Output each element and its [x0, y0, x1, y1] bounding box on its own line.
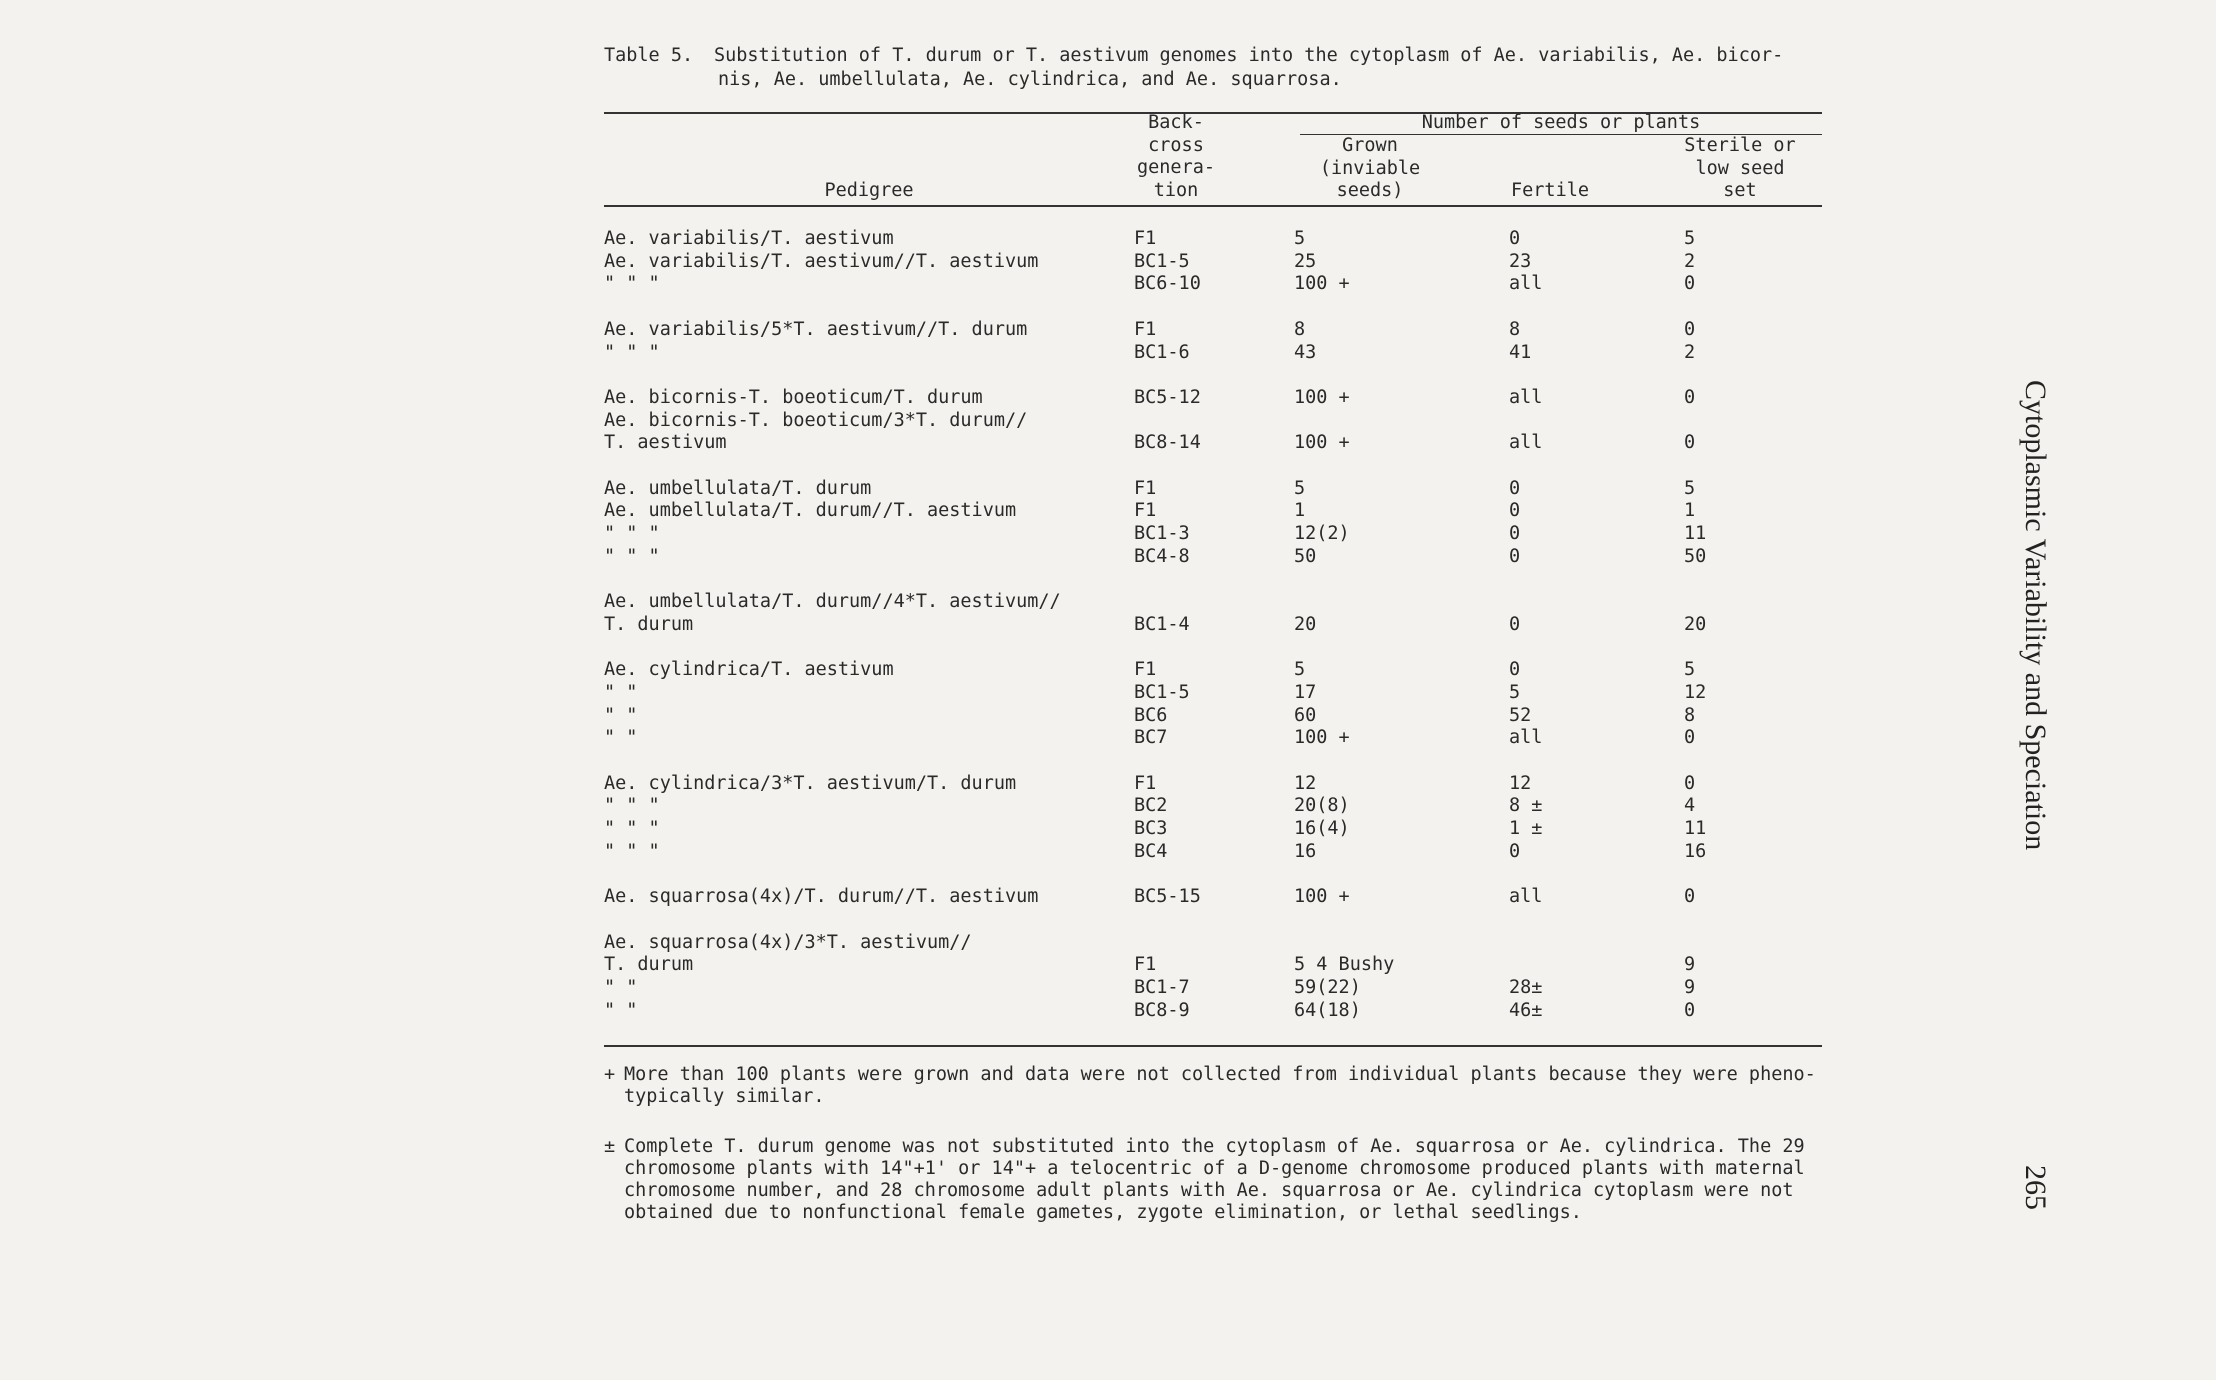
fertile-cell: 46±: [1509, 999, 1543, 1021]
pedigree-cell: Ae. variabilis/T. aestivum: [604, 228, 894, 249]
header-fertile: Fertile: [1511, 180, 1589, 201]
table-row: [604, 591, 1824, 614]
grown-cell: 43: [1294, 341, 1317, 363]
grown-cell: 100 +: [1294, 386, 1350, 408]
fertile-cell: 0: [1509, 840, 1521, 862]
pedigree-cell: [604, 864, 1134, 887]
table-row: [604, 886, 1824, 909]
header-backcross: Back- cross genera- tion: [1137, 112, 1215, 201]
sterile-cell: 5: [1684, 659, 1696, 681]
backcross-cell: F1: [1134, 954, 1157, 976]
table-row: [604, 705, 1824, 728]
sterile-cell: [1684, 455, 1824, 478]
pedigree-cell: [604, 909, 1134, 932]
footnote-text: More than 100 plants were grown and data were not collected from individual plants because they were pheno- typically similar.: [624, 1064, 1816, 1107]
sterile-cell: [1684, 296, 1824, 319]
backcross-cell: [1134, 296, 1294, 319]
sterile-cell: 8: [1684, 704, 1696, 726]
grown-cell: 50: [1294, 545, 1317, 567]
table-row: [604, 727, 1824, 750]
grown-cell: 5: [1294, 477, 1306, 499]
grown-cell: 20(8): [1294, 795, 1350, 817]
grown-cell: 12: [1294, 772, 1317, 794]
pedigree-cell: [604, 296, 1134, 319]
pedigree-cell: " " ": [604, 273, 660, 295]
table-row: [604, 750, 1824, 773]
footnote-plus: [604, 1064, 1834, 1108]
footnote-mark: +: [604, 1064, 616, 1085]
table-row: [604, 342, 1824, 365]
grown-cell: 16(4): [1294, 818, 1350, 840]
fertile-cell: 23: [1509, 250, 1532, 272]
fertile-cell: [1509, 455, 1684, 478]
pedigree-cell: Ae. umbellulata/T. durum: [604, 477, 872, 499]
footnote-plusminus: [604, 1136, 1834, 1224]
grown-cell: 25: [1294, 250, 1317, 272]
table-row: [604, 319, 1824, 342]
grown-cell: [1294, 637, 1509, 660]
sterile-cell: 0: [1684, 386, 1696, 408]
pedigree-cell: T. durum: [604, 613, 694, 635]
grown-cell: 100 +: [1294, 273, 1350, 295]
pedigree-cell: Ae. squarrosa(4x)/3*T. aestivum//: [604, 931, 972, 953]
fertile-cell: [1509, 569, 1684, 592]
grown-cell: 1: [1294, 500, 1306, 522]
grown-cell: 5: [1294, 659, 1306, 681]
table-row: [604, 682, 1824, 705]
table-row: [604, 455, 1824, 478]
grown-cell: 60: [1294, 704, 1317, 726]
pedigree-cell: " " ": [604, 545, 660, 567]
sterile-cell: 11: [1684, 818, 1707, 840]
table-row: [604, 818, 1824, 841]
fertile-cell: 0: [1509, 659, 1521, 681]
grown-cell: [1294, 364, 1509, 387]
fertile-cell: [1509, 864, 1684, 887]
grown-cell: [1294, 569, 1509, 592]
grown-cell: [1294, 591, 1509, 614]
fertile-cell: [1509, 750, 1684, 773]
footnote-mark: ±: [604, 1136, 616, 1157]
footnote-text: Complete T. durum genome was not substituted into the cytoplasm of Ae. squarrosa or Ae. cylindrica. The 29 chromosome plants with 14"+1' or 14"+ a telocentric of a D-genome chromosome produced plants with maternal chromosome number, and 28 chromosome adult plants with Ae. squarrosa or Ae. cylindrica cytoplasm were not obtained due to nonfunctional female gametes, zygote elimination, or lethal seedlings.: [624, 1136, 1805, 1223]
fertile-cell: 0: [1509, 523, 1521, 545]
fertile-cell: [1509, 591, 1684, 614]
header-sterile: Sterile or low seed set: [1684, 135, 1796, 201]
pedigree-cell: Ae. bicornis-T. boeoticum/T. durum: [604, 386, 983, 408]
fertile-cell: [1509, 909, 1684, 932]
backcross-cell: F1: [1134, 318, 1157, 340]
pedigree-cell: " ": [604, 977, 638, 999]
pedigree-cell: " ": [604, 999, 638, 1021]
table-row: [604, 977, 1824, 1000]
pedigree-cell: [604, 750, 1134, 773]
pedigree-cell: [604, 569, 1134, 592]
fertile-cell: 0: [1509, 613, 1521, 635]
pedigree-cell: " " ": [604, 795, 660, 817]
pedigree-cell: [604, 637, 1134, 660]
fertile-cell: [1509, 296, 1684, 319]
backcross-cell: BC8-14: [1134, 432, 1201, 454]
fertile-cell: all: [1509, 386, 1543, 408]
grown-cell: [1294, 410, 1509, 433]
fertile-cell: 52: [1509, 704, 1532, 726]
fertile-cell: [1509, 932, 1684, 955]
table-row: [604, 523, 1824, 546]
fertile-cell: 12: [1509, 772, 1532, 794]
pedigree-cell: Ae. variabilis/T. aestivum//T. aestivum: [604, 250, 1039, 272]
backcross-cell: BC4-8: [1134, 545, 1190, 567]
fertile-cell: all: [1509, 727, 1543, 749]
pedigree-cell: " " ": [604, 818, 660, 840]
sterile-cell: 2: [1684, 341, 1696, 363]
table-row: [604, 841, 1824, 864]
sterile-cell: [1684, 591, 1824, 614]
table-row: [604, 569, 1824, 592]
table-row: [604, 478, 1824, 501]
table-row: [604, 410, 1824, 433]
backcross-cell: BC6-10: [1134, 273, 1201, 295]
table-row: [604, 500, 1824, 523]
fertile-cell: 8 ±: [1509, 795, 1543, 817]
backcross-cell: BC1-4: [1134, 613, 1190, 635]
sterile-cell: 12: [1684, 681, 1707, 703]
pedigree-cell: Ae. cylindrica/3*T. aestivum/T. durum: [604, 772, 1017, 794]
fertile-cell: 0: [1509, 545, 1521, 567]
grown-cell: 100 +: [1294, 432, 1350, 454]
grown-cell: 59(22): [1294, 977, 1361, 999]
table-row: [604, 228, 1824, 251]
header-bottom-rule: [604, 205, 1822, 207]
table-row: [604, 546, 1824, 569]
backcross-cell: BC1-6: [1134, 341, 1190, 363]
backcross-cell: [1134, 637, 1294, 660]
grown-cell: 5: [1294, 228, 1306, 249]
backcross-cell: [1134, 410, 1294, 433]
fertile-cell: all: [1509, 432, 1543, 454]
fertile-cell: 0: [1509, 500, 1521, 522]
backcross-cell: [1134, 364, 1294, 387]
backcross-cell: BC8-9: [1134, 999, 1190, 1021]
backcross-cell: BC5-12: [1134, 386, 1201, 408]
header-number-group: Number of seeds or plants: [1421, 112, 1701, 133]
grown-cell: 100 +: [1294, 886, 1350, 908]
grown-cell: 64(18): [1294, 999, 1361, 1021]
backcross-cell: BC5-15: [1134, 886, 1201, 908]
table-row: [604, 364, 1824, 387]
pedigree-cell: " ": [604, 704, 638, 726]
running-head: Cytoplasmic Variability and Speciation: [2019, 380, 2052, 851]
fertile-cell: [1509, 410, 1684, 433]
grown-cell: 12(2): [1294, 523, 1350, 545]
sterile-cell: 4: [1684, 795, 1696, 817]
backcross-cell: F1: [1134, 500, 1157, 522]
fertile-cell: [1509, 364, 1684, 387]
table-caption: [604, 44, 1804, 92]
sterile-cell: 11: [1684, 523, 1707, 545]
grown-cell: [1294, 750, 1509, 773]
table-row: [604, 296, 1824, 319]
backcross-cell: BC1-5: [1134, 250, 1190, 272]
backcross-cell: BC6: [1134, 704, 1168, 726]
backcross-cell: [1134, 455, 1294, 478]
table-row: [604, 773, 1824, 796]
grown-cell: [1294, 864, 1509, 887]
table-row: [604, 273, 1824, 296]
pedigree-cell: " " ": [604, 523, 660, 545]
sterile-cell: [1684, 569, 1824, 592]
backcross-cell: BC1-7: [1134, 977, 1190, 999]
table-row: [604, 795, 1824, 818]
table-body: [604, 228, 1824, 1022]
backcross-cell: [1134, 864, 1294, 887]
sterile-cell: [1684, 637, 1824, 660]
sterile-cell: 9: [1684, 954, 1696, 976]
pedigree-cell: [604, 455, 1134, 478]
table-row: [604, 864, 1824, 887]
backcross-cell: [1134, 591, 1294, 614]
caption-line-1: Substitution of T. durum or T. aestivum genomes into the cytoplasm of Ae. variabilis, Ae. bicor-: [714, 45, 1784, 66]
fertile-cell: 1 ±: [1509, 818, 1543, 840]
backcross-cell: BC1-3: [1134, 523, 1190, 545]
pedigree-cell: Ae. umbellulata/T. durum//T. aestivum: [604, 500, 1017, 522]
caption-line-2: nis, Ae. umbellulata, Ae. cylindrica, and Ae. squarrosa.: [718, 69, 1342, 90]
table-row: [604, 387, 1824, 410]
sterile-cell: 5: [1684, 477, 1696, 499]
backcross-cell: [1134, 909, 1294, 932]
table-row: [604, 909, 1824, 932]
fertile-cell: [1509, 954, 1684, 977]
fertile-cell: 0: [1509, 477, 1521, 499]
sterile-cell: 0: [1684, 999, 1696, 1021]
pedigree-cell: " ": [604, 727, 638, 749]
pedigree-cell: " " ": [604, 341, 660, 363]
backcross-cell: F1: [1134, 659, 1157, 681]
sterile-cell: [1684, 364, 1824, 387]
fertile-cell: [1509, 637, 1684, 660]
sterile-cell: 2: [1684, 250, 1696, 272]
data-table: [604, 228, 1824, 1022]
sterile-cell: 20: [1684, 613, 1707, 635]
pedigree-cell: " " ": [604, 840, 660, 862]
pedigree-cell: " ": [604, 681, 638, 703]
grown-cell: 100 +: [1294, 727, 1350, 749]
backcross-cell: BC1-5: [1134, 681, 1190, 703]
sterile-cell: 50: [1684, 545, 1707, 567]
sterile-cell: [1684, 932, 1824, 955]
grown-cell: [1294, 455, 1509, 478]
backcross-cell: BC2: [1134, 795, 1168, 817]
table-row: [604, 614, 1824, 637]
sterile-cell: [1684, 864, 1824, 887]
sterile-cell: 0: [1684, 273, 1696, 295]
backcross-cell: F1: [1134, 228, 1157, 249]
grown-cell: 8: [1294, 318, 1306, 340]
table-row: [604, 932, 1824, 955]
table-row: [604, 954, 1824, 977]
pedigree-cell: Ae. bicornis-T. boeoticum/3*T. durum//: [604, 409, 1028, 431]
fertile-cell: 8: [1509, 318, 1521, 340]
sterile-cell: 0: [1684, 886, 1696, 908]
table-row: [604, 432, 1824, 455]
sterile-cell: [1684, 750, 1824, 773]
page-number: 265: [2019, 1165, 2052, 1210]
header-pedigree: Pedigree: [824, 180, 914, 201]
backcross-cell: [1134, 750, 1294, 773]
pedigree-cell: T. durum: [604, 954, 694, 976]
fertile-cell: 41: [1509, 341, 1532, 363]
table-label: Table 5.: [604, 45, 694, 66]
pedigree-cell: Ae. cylindrica/T. aestivum: [604, 659, 894, 681]
grown-cell: 20: [1294, 613, 1317, 635]
fertile-cell: 5: [1509, 681, 1521, 703]
sterile-cell: 1: [1684, 500, 1696, 522]
backcross-cell: BC4: [1134, 840, 1168, 862]
sterile-cell: 0: [1684, 318, 1696, 340]
grown-cell: [1294, 932, 1509, 955]
pedigree-cell: Ae. variabilis/5*T. aestivum//T. durum: [604, 318, 1028, 340]
sterile-cell: 0: [1684, 727, 1696, 749]
table-bottom-rule: [604, 1045, 1822, 1047]
table-row: [604, 251, 1824, 274]
sterile-cell: 0: [1684, 432, 1696, 454]
pedigree-cell: Ae. umbellulata/T. durum//4*T. aestivum//: [604, 591, 1061, 613]
table-row: [604, 637, 1824, 660]
table-row: [604, 1000, 1824, 1023]
sterile-cell: [1684, 410, 1824, 433]
grown-cell: 16: [1294, 840, 1317, 862]
grown-cell: [1294, 296, 1509, 319]
backcross-cell: [1134, 569, 1294, 592]
grown-cell: [1294, 909, 1509, 932]
header-grown: Grown (inviable seeds): [1319, 135, 1421, 201]
fertile-cell: 0: [1509, 228, 1521, 249]
backcross-cell: [1134, 932, 1294, 955]
fertile-cell: all: [1509, 273, 1543, 295]
fertile-cell: 28±: [1509, 977, 1543, 999]
pedigree-cell: Ae. squarrosa(4x)/T. durum//T. aestivum: [604, 886, 1039, 908]
sterile-cell: 5: [1684, 228, 1696, 249]
backcross-cell: F1: [1134, 772, 1157, 794]
sterile-cell: 0: [1684, 772, 1696, 794]
grown-cell: 17: [1294, 681, 1317, 703]
sterile-cell: 9: [1684, 977, 1696, 999]
fertile-cell: all: [1509, 886, 1543, 908]
table-row: [604, 659, 1824, 682]
pedigree-cell: T. aestivum: [604, 432, 727, 454]
backcross-cell: F1: [1134, 477, 1157, 499]
sterile-cell: 16: [1684, 840, 1707, 862]
sterile-cell: [1684, 909, 1824, 932]
pedigree-cell: [604, 364, 1134, 387]
backcross-cell: BC3: [1134, 818, 1168, 840]
grown-cell: 5 4 Bushy: [1294, 954, 1395, 976]
backcross-cell: BC7: [1134, 727, 1168, 749]
